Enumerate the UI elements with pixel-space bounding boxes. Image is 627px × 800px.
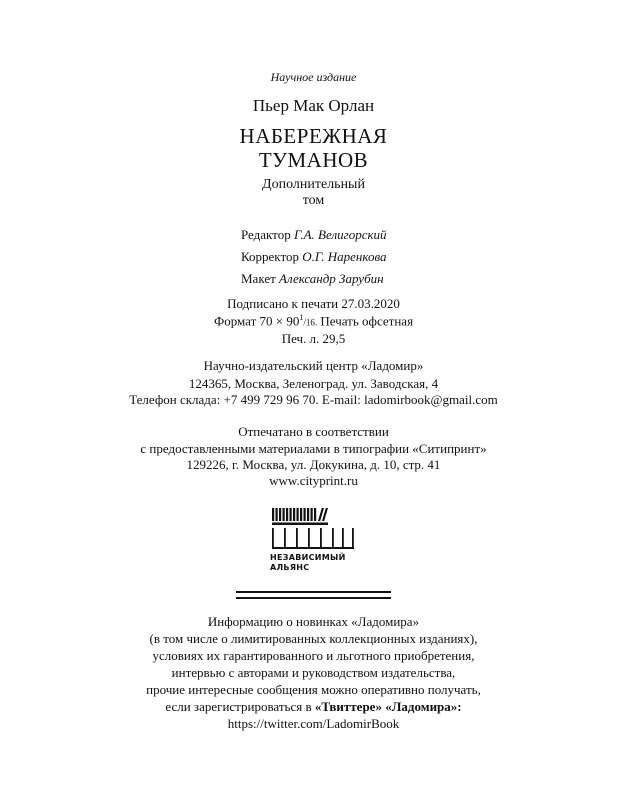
credit-proofreader bbox=[241, 246, 387, 268]
format-sup: 1 bbox=[299, 313, 304, 322]
books-shelf-icon bbox=[270, 505, 362, 551]
credit-editor bbox=[241, 224, 387, 246]
printer-website: www.cityprint.ru bbox=[269, 473, 358, 488]
print-format bbox=[0, 313, 627, 329]
printer-line-2: с предоставленными материалами в типографии «Ситипринт» bbox=[140, 441, 487, 456]
info-line-3: условиях их гарантированного и льготного приобретения, bbox=[152, 648, 475, 663]
format-suffix: Печать офсетная bbox=[317, 313, 414, 329]
format-prefix: Формат 70 × 90 bbox=[213, 313, 300, 329]
info-line-2: (в том числе о лимитированных коллекционных изданиях), bbox=[149, 631, 478, 646]
logo-text-line-1: НЕЗАВИСИМЫЙ bbox=[270, 553, 346, 562]
independent-alliance-logo bbox=[270, 505, 362, 573]
publisher-contacts: Телефон склада: +7 499 729 96 70. E-mail: ladomirbook@gmail.com bbox=[129, 392, 498, 407]
divider-rule-bottom bbox=[236, 597, 391, 599]
logo-text-line-2: АЛЬЯНС bbox=[270, 563, 310, 572]
info-line-1: Информацию о новинках «Ладомира» bbox=[207, 614, 420, 629]
info-line-4: интервью с авторами и руководством издательства, bbox=[171, 665, 456, 680]
series-label: Научное издание bbox=[270, 70, 357, 84]
volume-label-line-2: том bbox=[302, 193, 325, 208]
credit-person: Александр Зарубин bbox=[279, 271, 384, 286]
book-title-line-2: ТУМАНОВ bbox=[258, 148, 369, 172]
publisher-name: Научно-издательский центр «Ладомир» bbox=[203, 358, 424, 373]
info-line-6 bbox=[0, 699, 627, 715]
credit-role: Корректор bbox=[241, 249, 299, 264]
divider-rule-top bbox=[236, 591, 391, 593]
author-name: Пьер Мак Орлан bbox=[252, 96, 375, 115]
signed-for-print: Подписано к печати 27.03.2020 bbox=[227, 296, 400, 311]
twitter-link[interactable]: https://twitter.com/LadomirBook bbox=[227, 716, 400, 731]
format-sub: /16. bbox=[303, 317, 318, 328]
print-sheets: Печ. л. 29,5 bbox=[281, 331, 346, 346]
publisher-address: 124365, Москва, Зеленоград. ул. Заводская, 4 bbox=[188, 376, 439, 391]
printer-address: 129226, г. Москва, ул. Докукина, д. 10, стр. 41 bbox=[186, 457, 441, 472]
credit-role: Макет bbox=[241, 271, 276, 286]
info-twitter-name: «Твиттере» «Ладомира»: bbox=[314, 699, 462, 714]
credit-person: Г.А. Велигорский bbox=[293, 227, 387, 242]
credits-block bbox=[241, 224, 387, 290]
credit-role: Редактор bbox=[241, 227, 291, 242]
info-line-5: прочие интересные сообщения можно оперативно получать, bbox=[146, 682, 481, 697]
printer-line-1: Отпечатано в соответствии bbox=[238, 424, 389, 439]
info-register-text: если зарегистрироваться в bbox=[165, 699, 315, 714]
credit-person: О.Г. Наренкова bbox=[302, 249, 387, 264]
credit-layout bbox=[241, 268, 387, 290]
volume-label-line-1: Дополнительный bbox=[262, 177, 365, 192]
book-title-line-1: НАБЕРЕЖНАЯ bbox=[239, 124, 388, 148]
